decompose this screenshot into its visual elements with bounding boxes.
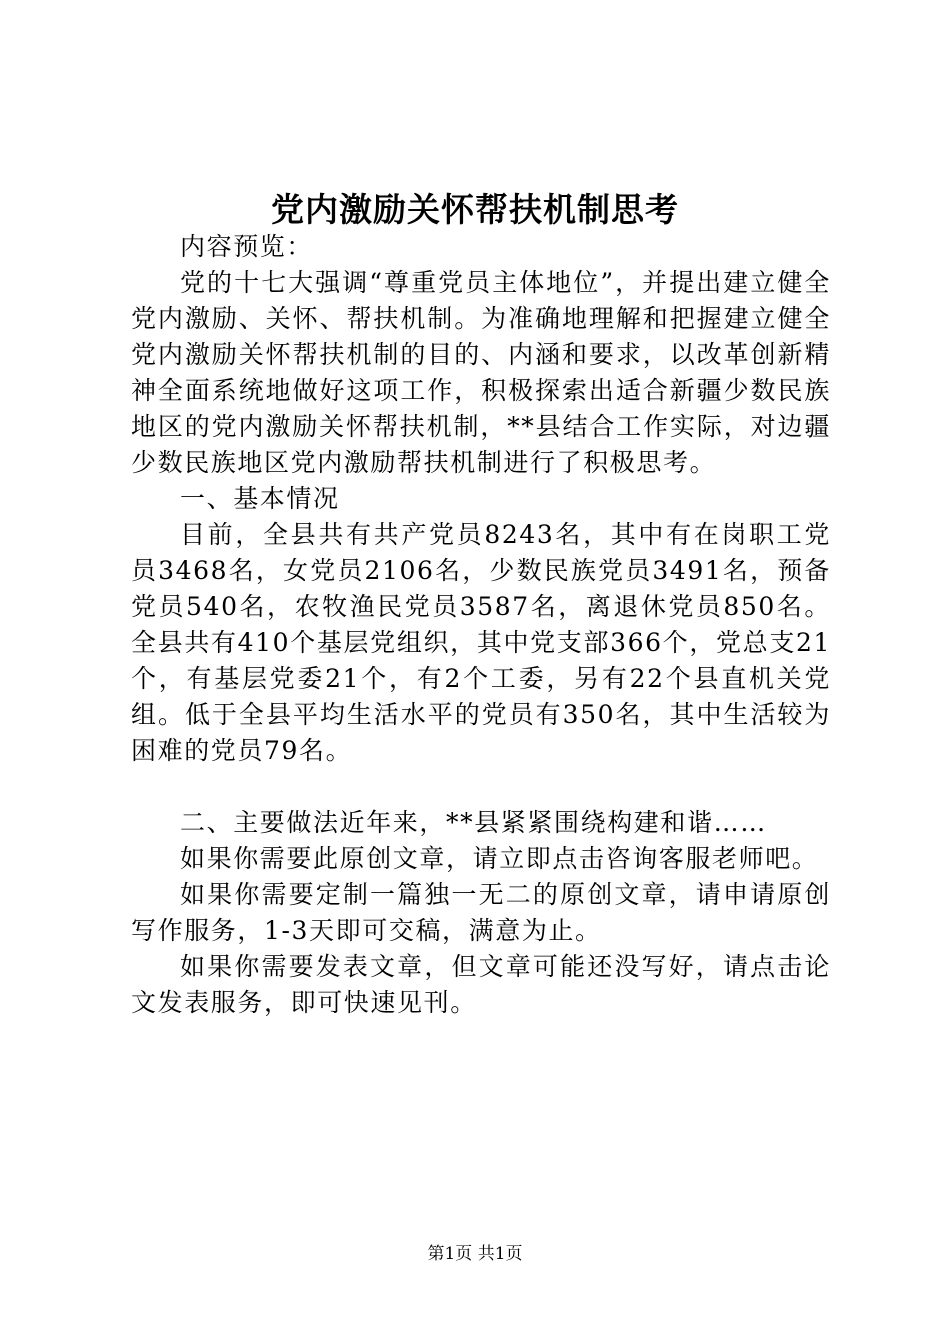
custom-writing-paragraph: 如果你需要定制一篇独一无二的原创文章，请申请原创写作服务，1-3天即可交稿，满意为止。 (131, 880, 831, 945)
preview-label: 内容预览： (180, 232, 314, 261)
basic-situation-paragraph: 目前，全县共有共产党员8243名，其中有在岗职工党员3468名，女党员2106名，少数民族党员3491名，预备党员540名，农牧渔民党员3587名，离退休党员850名。全县共有410个基层党组织，其中党支部366个，党总支21个，有基层党委21个，有2个工委，另有22个县直机关党组。低于全县平均生活水平的党员有350名，其中生活较为困难的党员79名。 (131, 520, 831, 765)
intro-paragraph: 党的十七大强调“尊重党员主体地位”，并提出建立健全党内激励、关怀、帮扶机制。为准确地理解和把握建立健全党内激励关怀帮扶机制的目的、内涵和要求，以改革创新精神全面系统地做好这项工作，积极探索出适合新疆少数民族地区的党内激励关怀帮扶机制，**县结合工作实际，对边疆少数民族地区党内激励帮扶机制进行了积极思考。 (131, 268, 831, 477)
document-body (131, 229, 831, 1021)
consult-service-paragraph: 如果你需要此原创文章，请立即点击咨询客服老师吧。 (180, 844, 819, 873)
section-heading-main-practices: 二、主要做法近年来，**县紧紧围绕构建和谐…… (180, 808, 767, 837)
publication-service-paragraph: 如果你需要发表文章，但文章可能还没写好，请点击论文发表服务，即可快速见刊。 (131, 952, 831, 1017)
page-footer: 第1页 共1页 (427, 1244, 523, 1264)
blank-line (131, 769, 831, 805)
section-heading-basic-situation: 一、基本情况 (180, 484, 340, 513)
document-title: 党内激励关怀帮扶机制思考 (271, 190, 679, 229)
